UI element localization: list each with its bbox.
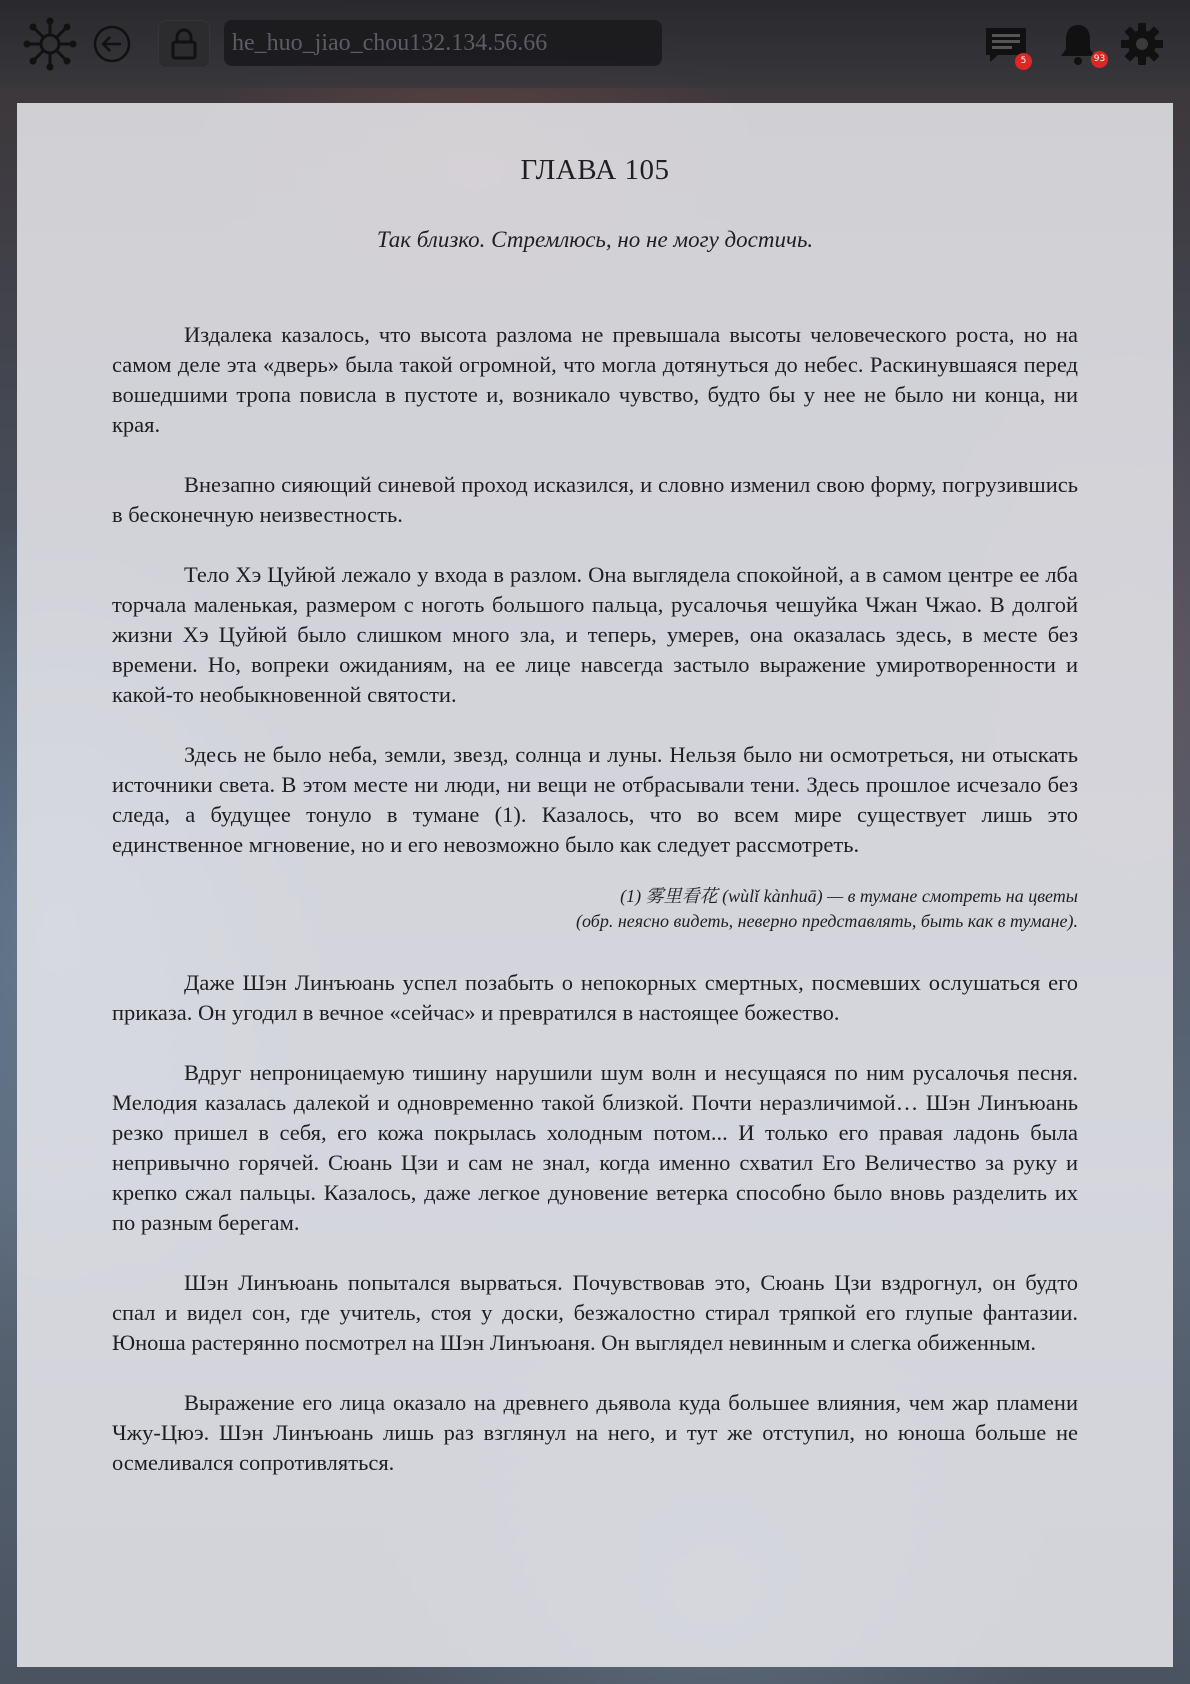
chapter-epigraph: Так близко. Стремлюсь, но не могу достичь. bbox=[376, 227, 814, 252]
settings-button[interactable] bbox=[1118, 20, 1166, 68]
chapter-page bbox=[17, 103, 1173, 1667]
chapter-text bbox=[112, 320, 1078, 1478]
footnote-line: (обр. неясно видеть, неверно представлять, быть как в тумане). bbox=[576, 911, 1078, 931]
notifications-button[interactable] bbox=[1054, 20, 1106, 68]
lock-button[interactable] bbox=[158, 20, 210, 68]
paragraph: Тело Хэ Цуйюй лежало у входа в разлом. Она выглядела спокойной, а в самом центре ее лба торчала маленькая, размером с ноготь большого пальца, русалочья чешуйка Чжан Чжао. В долгой жизни Хэ Цуйюй было слишком много зла, и теперь, умерев, она оказалась здесь, в месте без времени. Но, вопреки ожиданиям, на ее лице навсегда застыло выражение умиротворенности и какой-то необыкновенной святости. bbox=[112, 562, 1078, 707]
paragraph: Внезапно сияющий синевой проход исказился, и словно изменил свою форму, погрузившись в бесконечную неизвестность. bbox=[112, 472, 1078, 527]
gear-icon bbox=[1120, 22, 1164, 66]
chapter-title: ГЛАВА 105 bbox=[520, 154, 670, 186]
paragraph: Шэн Линъюань попытался вырваться. Почувствовав это, Сюань Цзи вздрогнул, он будто спал и видел сон, где учитель, стоя у доски, безжалостно стирал тряпкой его глупые фантазии. Юноша растерянно посмотрел на Шэн Линъюаня. Он выглядел невинным и слегка обиженным. bbox=[112, 1270, 1078, 1355]
paragraph: Выражение его лица оказало на древнего дьявола куда большее влияния, чем жар пламени Чжу-Цюэ. Шэн Линъюань лишь раз взглянул на него, и тут же отступил, но юноша больше не осмеливался сопротивляться. bbox=[112, 1390, 1078, 1475]
top-toolbar bbox=[0, 0, 1190, 88]
paragraph: Здесь не было неба, земли, звезд, солнца и луны. Нельзя было ни осмотреться, ни отыскать источники света. В этом месте ни люди, ни вещи не отбрасывали тени. Здесь прошлое исчезало без следа, а будущее тонуло в тумане (1). Казалось, что во всем мире существует лишь это единственное мгновение, но и его невозможно было как следует рассмотреть. bbox=[112, 742, 1078, 857]
footnote-line: (1) 雾里看花 (wùlǐ kànhuā) — в тумане смотреть на цветы bbox=[620, 886, 1078, 906]
messages-button[interactable] bbox=[980, 22, 1032, 68]
notifications-count-badge: 93 bbox=[1091, 51, 1108, 68]
address-input[interactable] bbox=[224, 20, 662, 66]
lock-icon bbox=[167, 27, 201, 61]
arrow-left-icon bbox=[92, 24, 132, 64]
paragraph: Даже Шэн Линъюань успел позабыть о непокорных смертных, посмевших ослушаться его приказа. Он угодил в вечное «сейчас» и превратился в настоящее божество. bbox=[112, 970, 1078, 1025]
network-logo-icon[interactable] bbox=[22, 16, 78, 72]
back-button[interactable] bbox=[92, 24, 132, 64]
paragraph: Издалека казалось, что высота разлома не превышала высоты человеческого роста, но на самом деле эта «дверь» была такой огромной, что могла дотянуться до небес. Раскинувшаяся перед вошедшими тропа повисла в пустоте и, возникало чувство, будто бы у нее не было ни конца, ни края. bbox=[112, 322, 1078, 437]
messages-count-badge: 5 bbox=[1015, 53, 1032, 70]
paragraph: Вдруг непроницаемую тишину нарушили шум волн и несущаяся по ним русалочья песня. Мелодия казалась далекой и одновременно такой близкой. Почти неразличимой… Шэн Линъюань резко пришел в себя, его кожа покрылась холодным потом... И только его правая ладонь была непривычно горячей. Сюань Цзи и сам не знал, когда именно схватил Его Величество за руку и крепко сжал пальцы. Казалось, даже легкое дуновение ветерка способно было вновь разделить их по разным берегам. bbox=[112, 1060, 1078, 1235]
footnote bbox=[112, 884, 1078, 934]
